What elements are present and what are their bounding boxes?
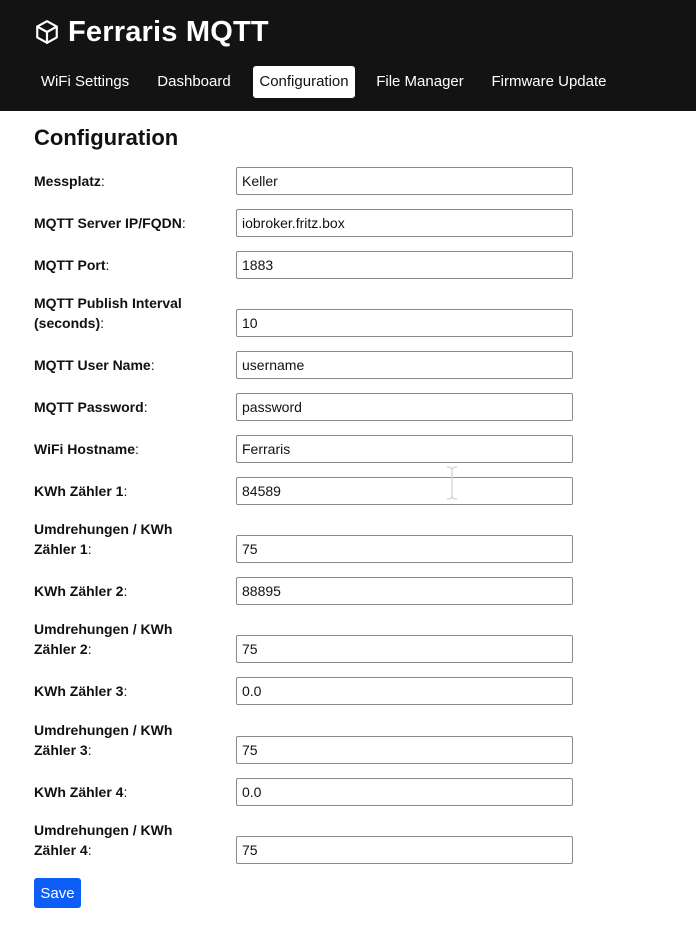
nav-file-manager[interactable]: File Manager — [376, 73, 464, 90]
brand[interactable] — [34, 14, 269, 50]
save-button[interactable]: Save — [34, 878, 81, 908]
kwh-zaehler-4-input[interactable] — [236, 778, 573, 806]
umdrehungen-3-input[interactable] — [236, 736, 573, 764]
umdrehungen-1-input[interactable] — [236, 535, 573, 563]
field-label: KWh Zähler 2: — [34, 583, 128, 599]
nav-firmware-update[interactable]: Firmware Update — [491, 73, 607, 90]
field-label: KWh Zähler 1: — [34, 483, 128, 499]
field-label: MQTT Publish Interval (seconds): — [34, 295, 182, 331]
field-label: MQTT Port: — [34, 257, 110, 273]
field-label: Umdrehungen / KWh Zähler 1: — [34, 521, 173, 557]
kwh-zaehler-2-input[interactable] — [236, 577, 573, 605]
field-label: WiFi Hostname: — [34, 441, 139, 457]
nav-configuration[interactable]: Configuration — [253, 66, 355, 98]
mqtt-server-input[interactable] — [236, 209, 573, 237]
cube-icon — [34, 19, 60, 45]
text-cursor-icon — [444, 466, 460, 500]
field-label: KWh Zähler 3: — [34, 683, 128, 699]
top-navbar — [0, 0, 696, 111]
mqtt-username-input[interactable] — [236, 351, 573, 379]
field-label: Umdrehungen / KWh Zähler 4: — [34, 822, 173, 858]
field-label: Umdrehungen / KWh Zähler 3: — [34, 722, 173, 758]
mqtt-password-input[interactable] — [236, 393, 573, 421]
umdrehungen-4-input[interactable] — [236, 836, 573, 864]
wifi-hostname-input[interactable] — [236, 435, 573, 463]
main-nav — [0, 66, 696, 98]
app-title: Ferraris MQTT — [68, 15, 269, 48]
field-label: MQTT Password: — [34, 399, 148, 415]
kwh-zaehler-1-input[interactable] — [236, 477, 573, 505]
field-label: Umdrehungen / KWh Zähler 2: — [34, 621, 173, 657]
field-label: Messplatz: — [34, 173, 105, 189]
mqtt-interval-input[interactable] — [236, 309, 573, 337]
mqtt-port-input[interactable] — [236, 251, 573, 279]
field-label: MQTT Server IP/FQDN: — [34, 215, 186, 231]
messplatz-input[interactable] — [236, 167, 573, 195]
nav-wifi-settings[interactable]: WiFi Settings — [40, 73, 130, 90]
field-label: MQTT User Name: — [34, 357, 155, 373]
kwh-zaehler-3-input[interactable] — [236, 677, 573, 705]
field-label: KWh Zähler 4: — [34, 784, 128, 800]
umdrehungen-2-input[interactable] — [236, 635, 573, 663]
page-title: Configuration — [34, 125, 179, 150]
nav-dashboard[interactable]: Dashboard — [157, 73, 231, 90]
